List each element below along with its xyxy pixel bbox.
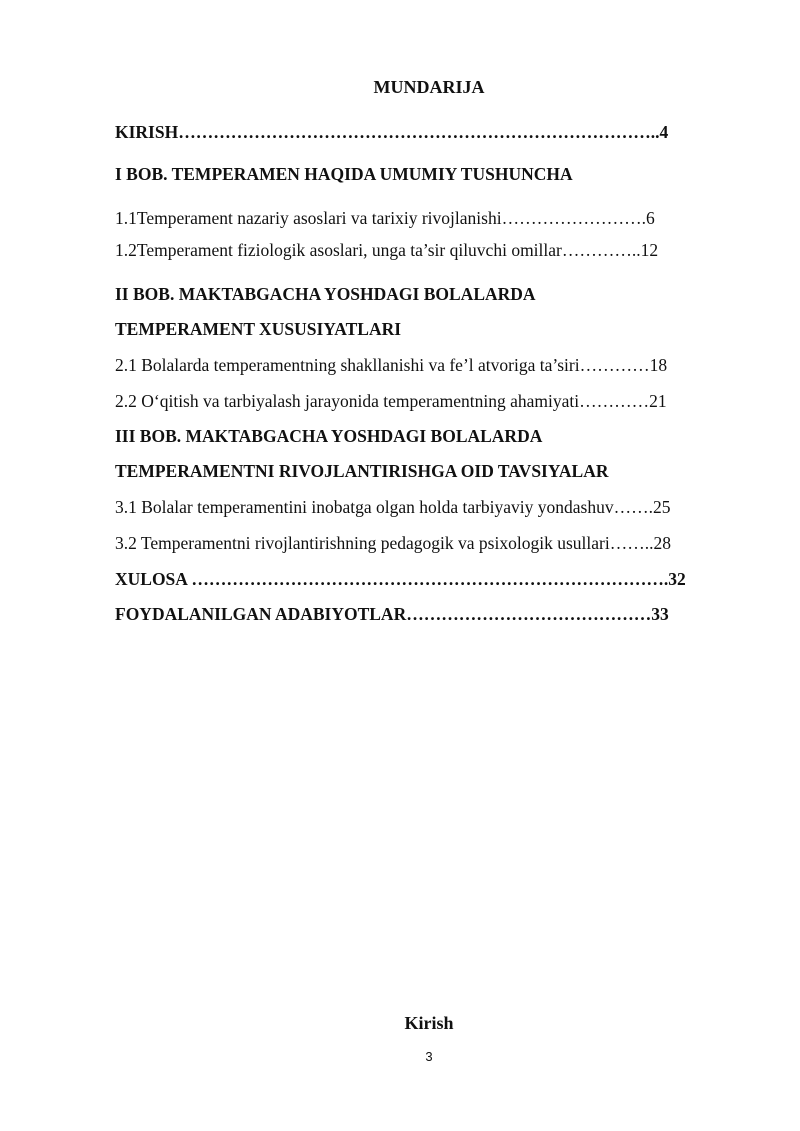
toc-section-2-2: 2.2 O‘qitish va tarbiyalash jarayonida temperamentning ahamiyati…………21 <box>115 391 667 411</box>
toc-chapter-3-line-2: TEMPERAMENTNI RIVOJLANTIRISHGA OID TAVSIYALAR <box>115 461 609 481</box>
toc-section-1-2: 1.2Temperament fiziologik asoslari, unga ta’sir qiluvchi omillar…………..12 <box>115 240 659 260</box>
toc-entry-kirish: KIRISH………………………………………………………………………..4 <box>115 122 669 142</box>
toc-chapter-2-line-1: II BOB. MAKTABGACHA YOSHDAGI BOLALARDA <box>115 284 536 304</box>
toc-entry-xulosa: XULOSA ……………………………………………………………………….32 <box>115 569 686 589</box>
toc-chapter-1: I BOB. TEMPERAMEN HAQIDA UMUMIY TUSHUNCHA <box>115 164 573 184</box>
toc-title: MUNDARIJA <box>373 77 485 97</box>
page-number: 3 <box>425 1049 433 1064</box>
toc-entry-bibliography: FOYDALANILGAN ADABIYOTLAR……………………………………33 <box>115 604 669 624</box>
toc-section-1-1: 1.1Temperament nazariy asoslari va tarixiy rivojlanishi…………………….6 <box>115 208 655 228</box>
toc-chapter-2-line-2: TEMPERAMENT XUSUSIYATLARI <box>115 319 402 339</box>
next-section-heading: Kirish <box>404 1013 454 1033</box>
toc-section-3-1: 3.1 Bolalar temperamentini inobatga olgan holda tarbiyaviy yondashuv…….25 <box>115 497 671 517</box>
toc-section-2-1: 2.1 Bolalarda temperamentning shakllanishi va fe’l atvoriga ta’siri…………18 <box>115 355 668 375</box>
toc-chapter-3-line-1: III BOB. MAKTABGACHA YOSHDAGI BOLALARDA <box>115 426 543 446</box>
toc-section-3-2: 3.2 Temperamentni rivojlantirishning pedagogik va psixologik usullari……..28 <box>115 533 671 553</box>
